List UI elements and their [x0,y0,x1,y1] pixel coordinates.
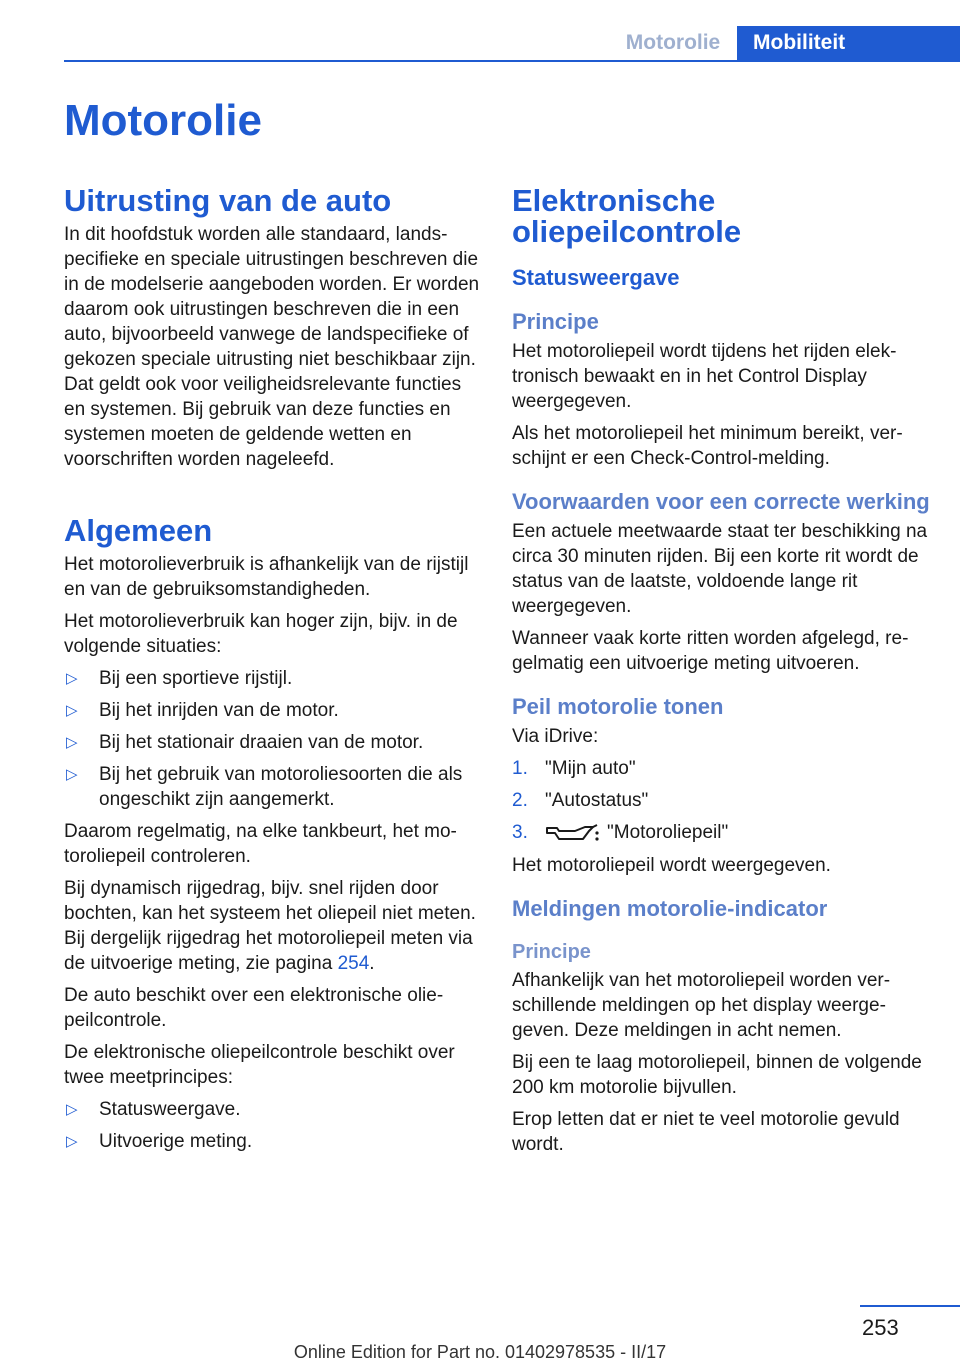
list-item: 1. "Mijn auto" [512,758,636,779]
bullet-list-situaties [64,666,484,812]
footer-rule [860,1305,960,1307]
paragraph: Afhankelijk van het motoroliepeil worden verschillende meldingen op het display weergegeven. Deze meldingen in acht nemen. [512,970,891,1041]
paragraph-uitrusting: In dit hoofdstuk worden alle standaard, landspecifieke en speciale uitrustingen beschreven die in de modelserie aangeboden worden. Er worden daarom ook uitrustingen beschreven die in een auto, bijvoorbeeld vanwege de landspecifieke of gekozen speciale uitrusting niet beschikbaar zijn. Dat geldt ook voor veiligheidsrelevante functies en systemen. Bij gebruik van deze functies en systemen moeten de geldende wetten en voorschriften worden nageleefd. [64,224,480,470]
paragraph: Het motorolieverbruik is afhankelijk van de rijstijl en van de gebruiksomstandigheden. [64,554,469,600]
oil-can-icon [545,823,599,843]
paragraph: Wanneer vaak korte ritten worden afgelegd, regelmatig een uitvoerige meting uitvoeren. [512,628,909,674]
right-column [512,185,932,1164]
paragraph: Het motoroliepeil wordt weergegeven. [512,855,831,876]
paragraph: Als het motoroliepeil het minimum bereikt, verschijnt er een Check-Control-melding. [512,423,903,469]
heading-peil-motorolie-tonen: Peil motorolie tonen [512,694,724,719]
heading-elektronische-oliepeilcontrole: Elektronische oliepeilcontrole [512,183,742,249]
paragraph: Het motorolieverbruik kan hoger zijn, bijv. in de volgende situaties: [64,611,458,657]
left-column [64,185,484,1161]
paragraph: Bij een te laag motoroliepeil, binnen de volgende 200 km motorolie bijvullen. [512,1052,922,1098]
paragraph: Daarom regelmatig, na elke tankbeurt, het motoroliepeil controleren. [64,821,457,867]
paragraph: Het motoroliepeil wordt tijdens het rijden elektronisch bewaakt en in het Control Display weergegeven. [512,341,897,412]
footer-edition: Online Edition for Part no. 01402978535 - II/17 [293,1342,667,1362]
paragraph: Via iDrive: [512,726,599,747]
heading-statusweergave: Statusweergave [512,265,680,290]
list-item: ▷ Statusweergave. [66,1099,241,1120]
triangle-bullet-icon: ▷ [66,1101,78,1118]
triangle-bullet-icon: ▷ [66,702,78,719]
header-tab-mobiliteit[interactable]: Mobiliteit [737,26,960,62]
bullet-list-meetprincipes [64,1097,484,1154]
list-item: ▷ Bij het gebruik van motoroliesoorten die als ongeschikt zijn aangemerkt. [66,764,463,810]
heading-uitrusting: Uitrusting van de auto [64,183,392,218]
header-rule [64,60,960,62]
page-title: Motorolie [64,96,262,145]
heading-principe: Principe [512,309,599,334]
paragraph: Erop letten dat er niet te veel motorolie gevuld wordt. [512,1109,900,1155]
heading-voorwaarden: Voorwaarden voor een correcte werking [512,489,930,514]
paragraph: De auto beschikt over een elektronische oliepeilcontrole. [64,985,444,1031]
list-item: 3. "Motoroliepeil" [512,822,729,843]
heading-algemeen: Algemeen [64,513,213,548]
list-item: ▷ Bij het stationair draaien van de motor. [66,732,424,753]
idrive-steps [512,756,932,845]
page-link-254[interactable]: 254 [337,953,370,974]
page-number: 253 [862,1315,899,1340]
list-item: ▷ Bij het inrijden van de motor. [66,700,339,721]
list-item: ▷ Uitvoerige meting. [66,1131,253,1152]
heading-principe-2: Principe [512,941,591,963]
triangle-bullet-icon: ▷ [66,670,78,687]
triangle-bullet-icon: ▷ [66,1133,78,1150]
triangle-bullet-icon: ▷ [66,734,78,751]
heading-meldingen: Meldingen motorolie-indicator [512,896,828,921]
triangle-bullet-icon: ▷ [66,766,78,783]
header-tab-motorolie[interactable]: Motorolie [625,31,721,54]
list-item: 2. "Autostatus" [512,790,649,811]
paragraph: De elektronische oliepeilcontrole beschikt over twee meetprincipes: [64,1042,455,1088]
paragraph: Bij dynamisch rijgedrag, bijv. snel rijden door bochten, kan het systeem het oliepeil niet meten. Bij dergelijk rijgedrag het motoroliepeil meten via de uitvoerige meting, zie pagina 254. [64,878,476,974]
paragraph: Een actuele meetwaarde staat ter beschikking na circa 30 minuten rijden. Bij een korte rit wordt de status van de laatste, voldoende lange rit weergegeven. [512,521,928,617]
list-item: ▷ Bij een sportieve rijstijl. [66,668,293,689]
